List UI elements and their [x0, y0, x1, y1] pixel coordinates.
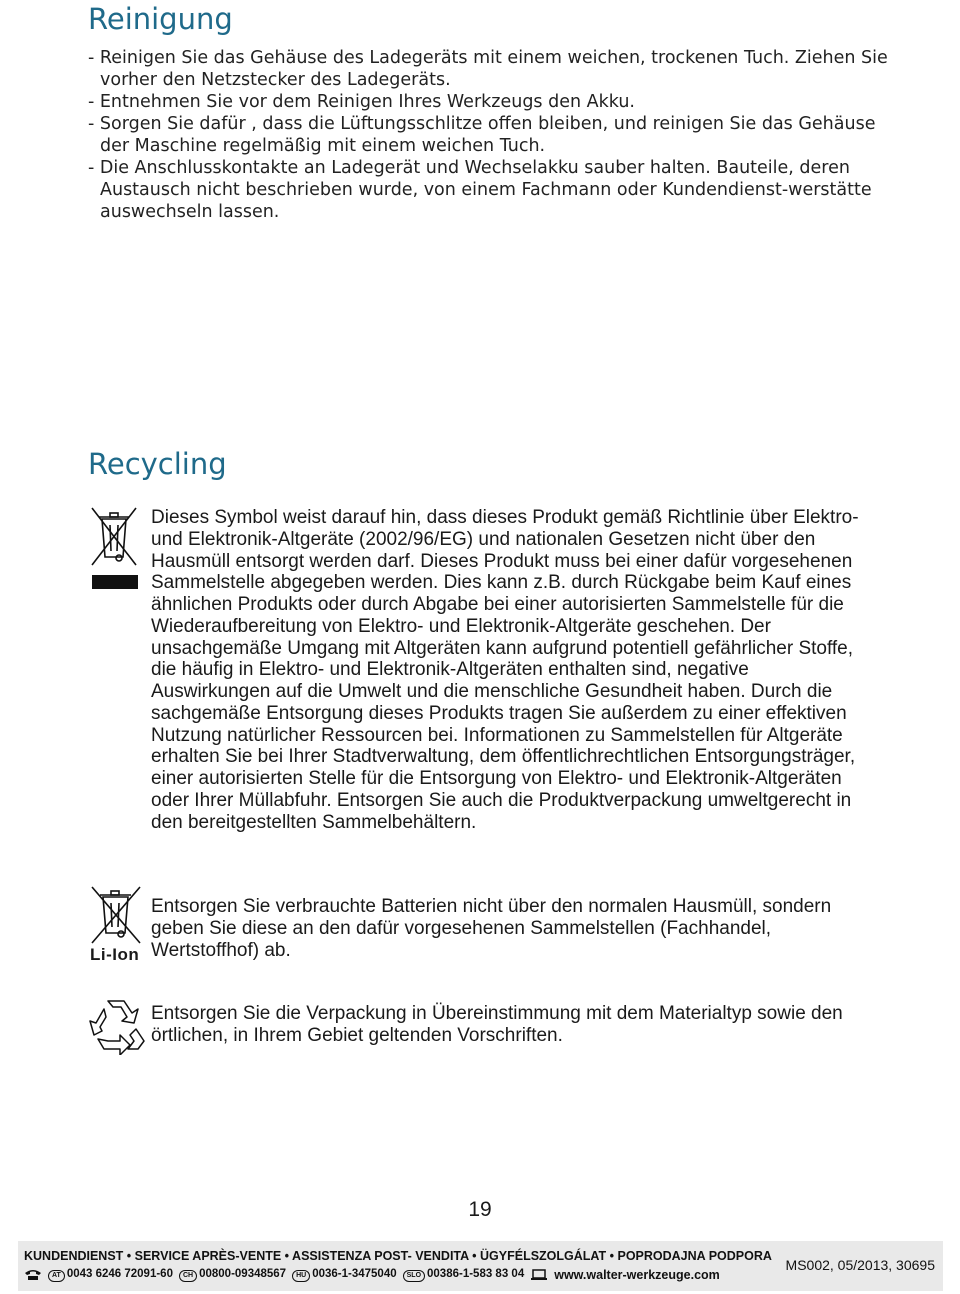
phone-icon: [24, 1269, 42, 1281]
page-number: 19: [468, 1198, 492, 1221]
contact-hu: [292, 1268, 397, 1282]
service-header: KUNDENDIENST • SERVICE APRÈS-VENTE • ASSISTENZA POST- VENDITA • ÜGYFÉLSZOLGÁLAT • POPRODAJNA PODPORA: [24, 1249, 772, 1263]
battery-type-label: Li-Ion: [90, 945, 140, 964]
contact-ch: [179, 1268, 286, 1282]
contact-at: [48, 1268, 173, 1282]
packaging-text: Entsorgen Sie die Verpackung in Übereinstimmung mit dem Materialtyp sowie den örtlichen, in Ihrem Gebiet geltenden Vorschriften.: [151, 1003, 843, 1046]
country-badge: AT: [48, 1270, 65, 1282]
battery-bin-icon: [88, 885, 144, 947]
cleaning-title: Reinigung: [88, 2, 233, 36]
document-code: MS002, 05/2013, 30695: [785, 1257, 935, 1273]
phone-number: 0043 6246 72091-60: [66, 1268, 173, 1280]
phone-number: 0036-1-3475040: [312, 1268, 397, 1280]
country-badge: HU: [292, 1270, 310, 1282]
contact-row: [24, 1268, 720, 1282]
country-badge: SLO: [403, 1270, 425, 1282]
list-item: - Reinigen Sie das Gehäuse des Ladegeräts mit einem weichen, trockenen Tuch. Ziehen Sie vorher den Netzstecker des Ladegeräts.: [88, 48, 888, 90]
weee-text: Dieses Symbol weist darauf hin, dass dieses Produkt gemäß Richtlinie über Elektro- und Elektronik-Altgeräte (2002/96/EG) und nationalen Gesetzen nicht über den Hausmüll entsorgt werden darf. Dieses Produkt muss bei einer dafür vorgesehenen Sammelstelle abgegeben werden. Dies kann z.B. durch Rückgabe beim Kauf eines ähnlichen Produkts oder durch Abgabe bei einer autorisierten Sammelstelle für die Wiederaufbereitung von Elektro- und Elektronik-Altgeräte geschehen. Der unsachgemäße Umgang mit Altgeräten kann aufgrund potentiell gefährlicher Stoffe, die häufig in Elektro- und Elektronik-Altgeräten enthalten sind, negative Auswirkungen auf die Umwelt und die menschliche Gesundheit haben. Durch die sachgemäße Entsorgung dieses Produkts tragen Sie außerdem zu einer effektiven Nutzung natürlicher Ressourcen bei. Informationen zu Sammelstellen für Altgeräte erhalten Sie bei Ihrer Stadtverwaltung, dem öffentlichrechtlichen Entsorgungsträger, einer autorisierten Stelle für die Entsorgung von Elektro- und Elektronik-Altgeräten oder Ihrer Müllabfuhr. Entsorgen Sie auch die Produktverpackung umweltgerecht in den bereitgestellten Sammelbehältern.: [151, 507, 859, 833]
recycling-title: Recycling: [88, 447, 227, 481]
battery-text: Entsorgen Sie verbrauchte Batterien nicht über den normalen Hausmüll, sondern geben Sie diese an den dafür vorgesehenen Sammelstellen (Fachhandel, Wertstoffhof) ab.: [151, 896, 832, 961]
list-item: - Die Anschlusskontakte an Ladegerät und Wechselakku sauber halten. Bauteile, deren Austausch nicht beschrieben wurde, von einem Fachmann oder Kundendienst-werstätte auswechseln lassen.: [88, 158, 872, 222]
list-item: - Entnehmen Sie vor dem Reinigen Ihres Werkzeugs den Akku.: [88, 92, 635, 112]
list-item: - Sorgen Sie dafür , dass die Lüftungsschlitze offen bleiben, und reinigen Sie das Gehäuse der Maschine regelmäßig mit einem weichen Tuch.: [88, 114, 876, 156]
website-link[interactable]: www.walter-werkzeuge.com: [554, 1268, 720, 1282]
country-badge: CH: [179, 1270, 197, 1282]
phone-number: 00800-09348567: [199, 1268, 287, 1280]
contact-slo: [403, 1268, 525, 1282]
cleaning-list: [88, 47, 888, 223]
footer: [18, 1241, 943, 1291]
laptop-icon: [530, 1269, 548, 1281]
phone-number: 00386-1-583 83 04: [427, 1268, 525, 1280]
recycling-icon: [86, 995, 148, 1055]
crossed-out-bin-icon: [88, 505, 140, 591]
